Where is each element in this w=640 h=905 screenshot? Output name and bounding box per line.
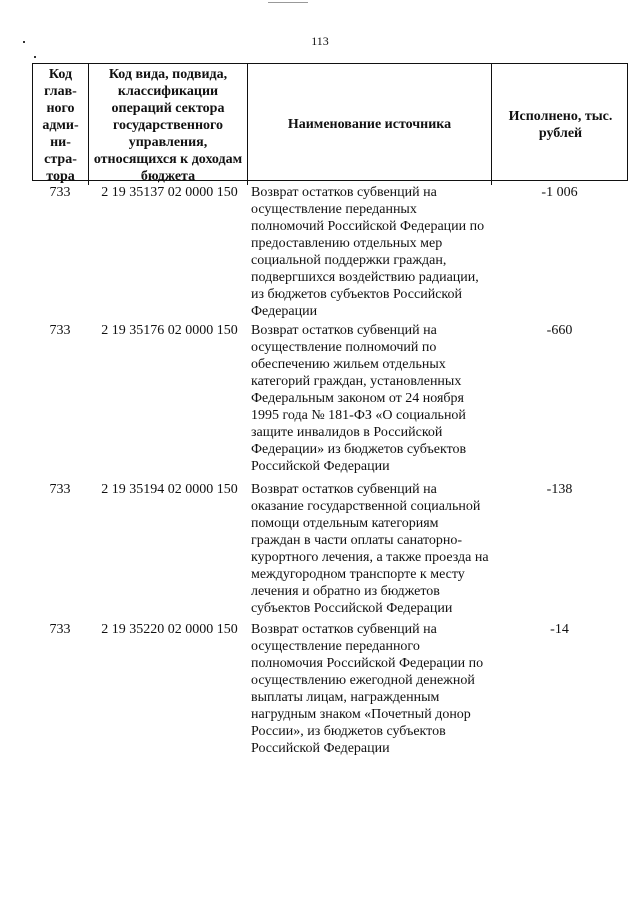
classification-code-cell: 2 19 35194 02 0000 150 [101, 482, 238, 497]
header-executed: Исполнено, тыс. рублей [508, 108, 613, 141]
scan-artifact [23, 41, 25, 43]
source-name-cell: Возврат остатков субвенций на осуществление переданного полномочия Российской Федерации по осуществлению ежегодной денежной выплаты лицам, награжденным нагрудным знаком «Почетный донор России», из бюджетов субъектов Российской Федерации [251, 622, 484, 756]
classification-code-cell: 2 19 35220 02 0000 150 [101, 622, 238, 637]
table-row [32, 618, 628, 768]
executed-value-cell: -14 [550, 622, 569, 637]
source-name-cell: Возврат остатков субвенций на оказание государственной социальной помощи отдельным категориям граждан в части оплаты санаторно-курортного лечения, а также проезда на междугородном транспорте к месту лечения и обратно из бюджетов субъектов Российской Федерации [251, 482, 489, 616]
scan-artifact [268, 2, 308, 3]
source-name-cell: Возврат остатков субвенций на осуществление переданных полномочий Российской Федерации по предоставлению отдельных мер социальной поддержки граждан, подвергшихся воздействию радиации, из бюджетов субъектов Российской Федерации [251, 185, 485, 319]
table-header [32, 63, 628, 184]
header-source-name: Наименование источника [248, 64, 492, 185]
scan-artifact [34, 56, 36, 58]
budget-table [32, 63, 628, 768]
table-row [32, 319, 628, 478]
executed-value-cell: -138 [546, 482, 573, 497]
source-name-cell: Возврат остатков субвенций на осуществление полномочий по обеспечению жильем отдельных категорий граждан, установленных Федеральным законом от 24 ноября 1995 года № 181-ФЗ «О социальной защите инвалидов в Российской Федерации» из бюджетов субъектов Российской Федерации [251, 323, 467, 474]
executed-value-cell: -1 006 [541, 185, 578, 200]
admin-code-cell: 733 [49, 185, 71, 200]
executed-value-cell: -660 [546, 323, 573, 338]
table-row [32, 181, 628, 319]
header-type-code: Код вида, подвида, классификации операций сектора государственного управления, относящихся к доходам бюджета [89, 64, 248, 185]
classification-code-cell: 2 19 35137 02 0000 150 [101, 185, 238, 200]
page-number: 113 [311, 34, 329, 48]
admin-code-cell: 733 [49, 323, 71, 338]
admin-code-cell: 733 [49, 482, 71, 497]
header-admin-code: Код глав- ного адми- ни- стра- тора [33, 64, 89, 185]
classification-code-cell: 2 19 35176 02 0000 150 [101, 323, 238, 338]
table-row [32, 478, 628, 618]
admin-code-cell: 733 [49, 622, 71, 637]
